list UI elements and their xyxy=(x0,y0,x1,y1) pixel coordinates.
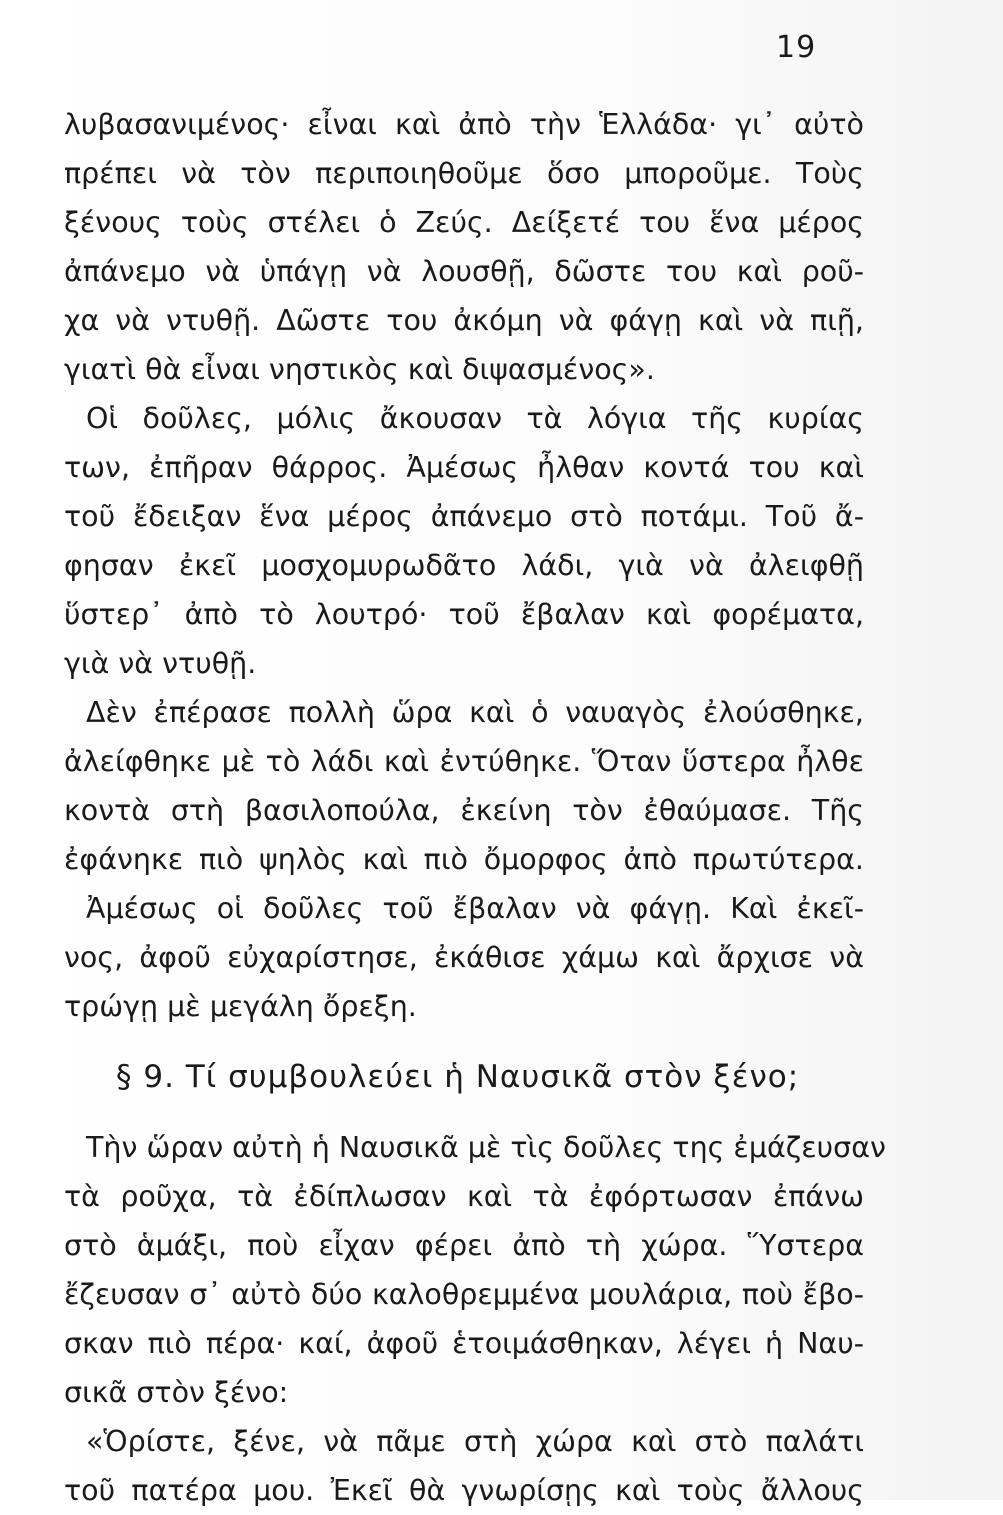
text-line: Ἀμέσως οἱ δοῦλες τοῦ ἔβαλαν νὰ φάγῃ. Καὶ ἐκεῖ- xyxy=(86,892,864,925)
text-line: τὰ ροῦχα, τὰ ἐδίπλωσαν καὶ τὰ ἐφόρτωσαν ἐπάνω xyxy=(64,1180,864,1213)
text-line: Οἱ δοῦλες, μόλις ἄκουσαν τὰ λόγια τῆς κυρίας xyxy=(86,402,864,435)
text-line: ξένους τοὺς στέλει ὁ Ζεύς. Δείξετέ του ἕνα μέρος xyxy=(64,206,864,239)
paragraph-1 xyxy=(64,100,864,394)
text-line: τοῦ ἔδειξαν ἕνα μέρος ἀπάνεμο στὸ ποτάμι. Τοῦ ἄ- xyxy=(64,500,864,533)
text-line: πρέπει νὰ τὸν περιποιηθοῦμε ὅσο μποροῦμε. Τοὺς xyxy=(64,157,864,190)
text-line: Τὴν ὥραν αὐτὴ ἡ Ναυσικᾶ μὲ τὶς δοῦλες της ἐμάζευσαν xyxy=(86,1131,886,1164)
text-line: λυβασανιμένος· εἶναι καὶ ἀπὸ τὴν Ἑλλάδα· γι᾽ αὐτὸ xyxy=(64,108,864,141)
paragraph-5 xyxy=(64,1123,886,1417)
text-line: των, ἐπῆραν θάρρος. Ἀμέσως ἦλθαν κοντά του καὶ xyxy=(64,451,864,484)
text-line: σικᾶ στὸν ξένο: xyxy=(64,1376,289,1409)
paragraph-3 xyxy=(64,688,864,884)
text-line: ἀλείφθηκε μὲ τὸ λάδι καὶ ἐντύθηκε. Ὅταν ὕστερα ἦλθε xyxy=(64,745,864,778)
text-line: «Ὁρίστε, ξένε, νὰ πᾶμε στὴ χώρα καὶ στὸ παλάτι xyxy=(86,1425,864,1458)
text-line: ὕστερ᾽ ἀπὸ τὸ λουτρό· τοῦ ἔβαλαν καὶ φορέματα, xyxy=(64,598,864,631)
paragraph-2 xyxy=(64,394,864,688)
text-line: Δὲν ἐπέρασε πολλὴ ὥρα καὶ ὁ ναυαγὸς ἐλούσθηκε, xyxy=(86,696,864,729)
text-line: ἐφάνηκε πιὸ ψηλὸς καὶ πιὸ ὄμορφος ἀπὸ πρωτύτερα. xyxy=(64,843,864,876)
text-line: νος, ἀφοῦ εὐχαρίστησε, ἐκάθισε χάμω καὶ ἄρχισε νὰ xyxy=(64,941,864,974)
text-line: γιατὶ θὰ εἶναι νηστικὸς καὶ διψασμένος». xyxy=(64,353,655,386)
body-text xyxy=(64,100,886,1515)
section-heading: § 9. Τί συμβουλεύει ἡ Ναυσικᾶ στὸν ξένο; xyxy=(116,1059,800,1095)
text-line: ἀπάνεμο νὰ ὑπάγῃ νὰ λουσθῇ, δῶστε του καὶ ροῦ- xyxy=(64,255,864,288)
paragraph-4 xyxy=(64,884,864,1031)
text-line: σκαν πιὸ πέρα· καί, ἀφοῦ ἑτοιμάσθηκαν, λέγει ἡ Ναυ- xyxy=(64,1327,864,1360)
page-number: 19 xyxy=(776,30,817,65)
text-line: φησαν ἐκεῖ μοσχομυρωδᾶτο λάδι, γιὰ νὰ ἀλειφθῇ xyxy=(64,549,864,582)
text-line: γιὰ νὰ ντυθῇ. xyxy=(64,647,257,680)
paragraph-6 xyxy=(64,1417,864,1515)
text-line: τρώγῃ μὲ μεγάλη ὄρεξη. xyxy=(64,990,417,1023)
text-line: στὸ ἁμάξι, ποὺ εἶχαν φέρει ἀπὸ τὴ χώρα. Ὕστερα xyxy=(64,1229,864,1262)
text-line: τοῦ πατέρα μου. Ἐκεῖ θὰ γνωρίσῃς καὶ τοὺς ἄλλους xyxy=(64,1474,864,1507)
text-line: ἔζευσαν σ᾽ αὐτὸ δύο καλοθρεμμένα μουλάρια, ποὺ ἔβο- xyxy=(64,1278,864,1311)
text-line: κοντὰ στὴ βασιλοπούλα, ἐκείνη τὸν ἐθαύμασε. Τῆς xyxy=(64,794,864,827)
text-line: χα νὰ ντυθῇ. Δῶστε του ἀκόμη νὰ φάγῃ καὶ νὰ πιῇ, xyxy=(64,304,864,337)
